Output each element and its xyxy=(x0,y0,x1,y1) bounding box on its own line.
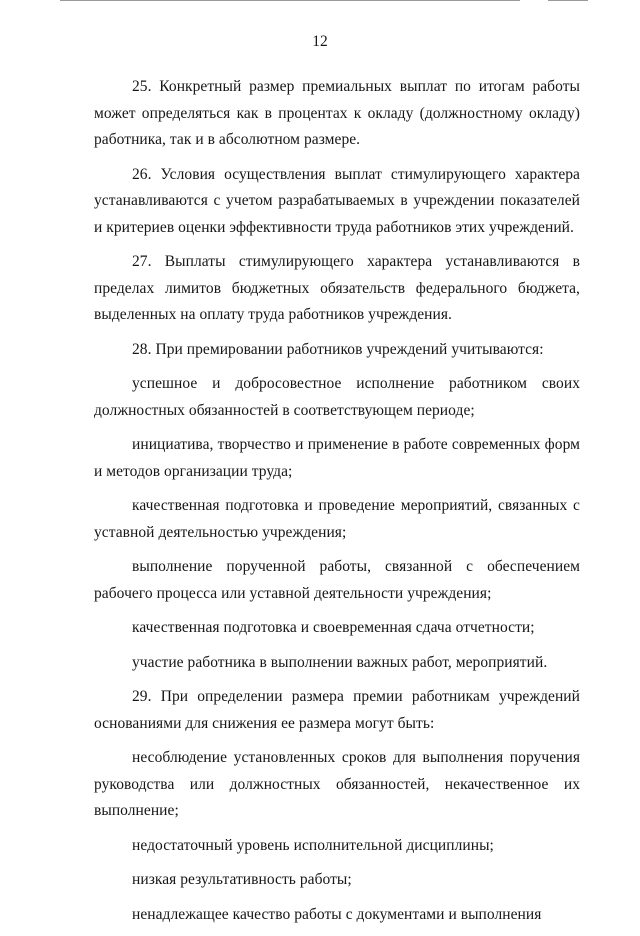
list-item: ненадлежащее качество работы с документами и выполнения xyxy=(132,905,542,923)
document-body xyxy=(94,74,580,936)
list-item: качественная подготовка и своевременная сдача отчетности; xyxy=(132,619,535,636)
paragraph-28-intro: 28. При премировании работников учреждений учитываются: xyxy=(132,340,544,358)
top-edge-line-fragment xyxy=(548,0,588,1)
list-item: качественная подготовка и проведение мероприятий, связанных с уставной деятельностью учреждения; xyxy=(94,497,580,541)
list-item: участие работника в выполнении важных работ, мероприятий. xyxy=(132,653,548,671)
list-item: инициатива, творчество и применение в работе современных форм и методов организации труда; xyxy=(94,436,580,480)
paragraph-26: 26. Условия осуществления выплат стимулирующего характера устанавливаются с учетом разрабатываемых в учреждении показателей и критериев оценки эффективности труда работников этих учреждений. xyxy=(94,165,580,236)
page-number: 12 xyxy=(312,33,328,50)
paragraph-29-intro: 29. При определении размера премии работникам учреждений основаниями для снижения ее размера могут быть: xyxy=(94,688,580,732)
list-item: выполнение порученной работы, связанной с обеспечением рабочего процесса или уставной деятельности учреждения; xyxy=(94,558,580,602)
paragraph-27: 27. Выплаты стимулирующего характера устанавливаются в пределах лимитов бюджетных обязательств федерального бюджета, выделенных на оплату труда работников учреждения. xyxy=(94,253,580,323)
list-item: успешное и добросовестное исполнение работником своих должностных обязанностей в соответствующем периоде; xyxy=(94,375,580,419)
list-item: недостаточный уровень исполнительной дисциплины; xyxy=(132,836,494,854)
top-edge-line xyxy=(60,0,520,1)
list-item: несоблюдение установленных сроков для выполнения поручения руководства или должностных обязанностей, некачественное их выполнение; xyxy=(94,749,580,819)
paragraph-25: 25. Конкретный размер премиальных выплат по итогам работы может определяться как в процентах к окладу (должностному окладу) работника, так и в абсолютном размере. xyxy=(94,78,580,148)
list-item: низкая результативность работы; xyxy=(132,871,352,888)
